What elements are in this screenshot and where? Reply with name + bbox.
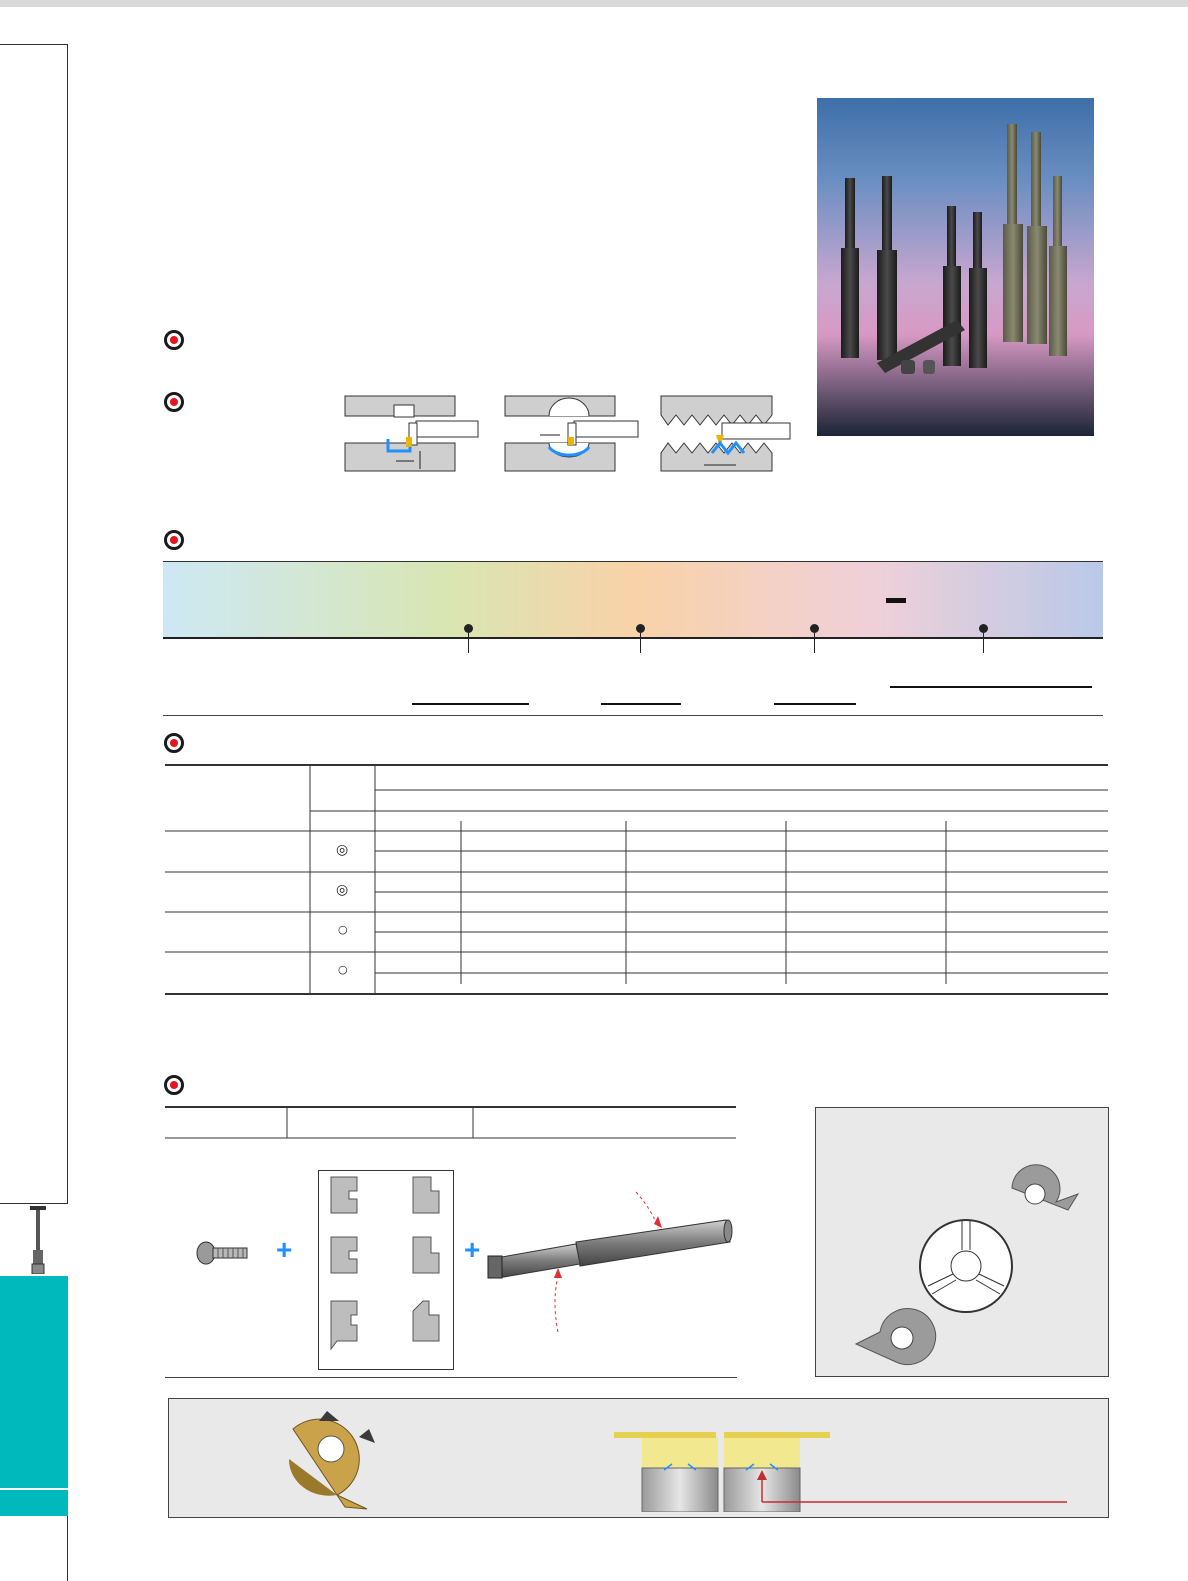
spectrum-dash-mark xyxy=(886,598,906,603)
feature-bullet-1 xyxy=(164,330,184,350)
feature-bullet-4 xyxy=(164,733,184,753)
insert-set-icon xyxy=(319,1171,453,1369)
application-spectrum-band xyxy=(163,561,1103,639)
back-boring-diagram-icon xyxy=(504,395,640,475)
grade-symbol-4: ○ xyxy=(338,963,348,976)
side-tab-outline xyxy=(0,44,68,1204)
grade-symbol-1: ◎ xyxy=(336,842,349,858)
assembly-bottom-line xyxy=(165,1377,737,1378)
section-divider xyxy=(163,715,1103,716)
insert-detail-box xyxy=(815,1107,1109,1377)
side-tab-lower-line xyxy=(67,1516,68,1581)
coolant-diagram-icon xyxy=(612,1428,1074,1512)
spectrum-marker-4 xyxy=(979,624,988,633)
feature-bullet-2 xyxy=(164,392,184,412)
tool-thumbnail-icon xyxy=(28,1206,50,1274)
feature-bullet-5 xyxy=(164,1075,184,1095)
spectrum-marker-1 xyxy=(464,624,473,633)
product-photo xyxy=(817,98,1094,436)
side-tab-divider xyxy=(0,1488,68,1490)
feature-bullet-3 xyxy=(164,530,184,550)
insert-set-box xyxy=(318,1170,454,1370)
spectrum-label-underline-1 xyxy=(412,703,529,705)
grooving-diagram-icon xyxy=(344,395,480,475)
spectrum-marker-line-1 xyxy=(468,633,469,653)
plus-sign-1: + xyxy=(276,1234,293,1265)
spectrum-marker-2 xyxy=(636,624,645,633)
top-bar xyxy=(0,0,1188,7)
spectrum-marker-line-2 xyxy=(640,633,641,653)
grade-symbol-3: ○ xyxy=(338,923,348,936)
threading-diagram-icon xyxy=(660,395,792,475)
boring-bars-photo-icon xyxy=(817,98,1094,436)
assembly-header-table xyxy=(165,1106,737,1140)
spectrum-marker-line-3 xyxy=(814,633,815,653)
plus-sign-2: + xyxy=(464,1234,481,1265)
holder-bar-icon xyxy=(486,1180,748,1340)
screw-icon xyxy=(196,1240,250,1266)
spectrum-label-underline-4 xyxy=(890,686,1092,688)
spectrum-marker-3 xyxy=(810,624,819,633)
spectrum-marker-line-4 xyxy=(983,633,984,653)
spectrum-label-underline-3 xyxy=(774,703,856,705)
spectrum-label-underline-2 xyxy=(601,703,681,705)
grade-table xyxy=(165,764,1109,996)
grade-symbol-2: ◎ xyxy=(336,882,349,898)
side-tab-accent xyxy=(0,1276,68,1516)
insert-detail-icon xyxy=(816,1108,1108,1376)
